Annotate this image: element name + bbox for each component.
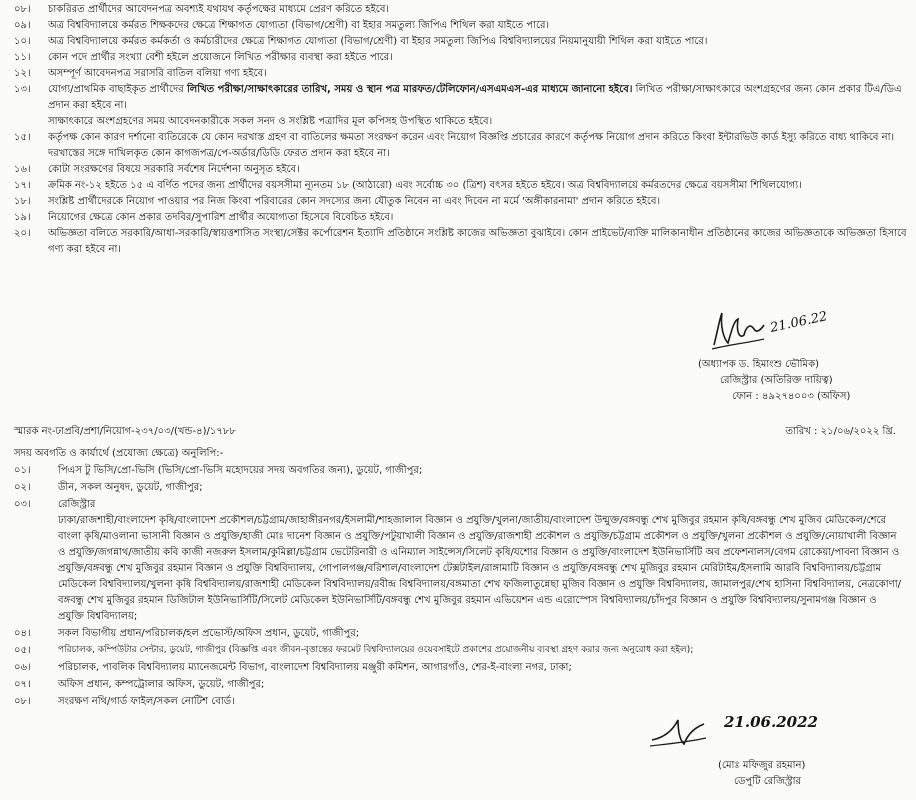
registrar-signature-block <box>640 305 900 405</box>
sign-date: 21.06.2022 <box>724 713 818 731</box>
condition-item: ০৯। অত্র বিশ্ববিদ্যালয়ে কর্মরত শিক্ষকদের ক্ষেত্রে শিক্ষাগত যোগ্যতা (বিভাগ/শ্রেণী) বা ইহার সমতুল্য জিপিএ শিথিল করা যাইতে পারে। <box>14 20 550 31</box>
signatory-title: ডেপুটি রেজিস্ট্রার <box>734 776 802 787</box>
copy-item: ০৭। অফিস প্রধান, কম্পট্রোলার অফিস, ডুয়েট, গাজীপুর; <box>14 679 265 690</box>
condition-item: ১৮। সংশ্লিষ্ট প্রার্থীদেরকে নিয়োগ পাওয়ার পর নিজ কিংবা পরিবারের কোন সদস্যের জন্য যৌতুক নিবেন না এবং দিবেন না মর্মে 'অঙ্গীকারনামা' প্রদান করিতে হইবে। <box>14 196 661 207</box>
signatory-title: রেজিস্ট্রার (অতিরিক্ত দায়িত্ব) <box>720 375 833 386</box>
copy-list <box>14 462 904 710</box>
signatory-name: (মোঃ মফিজুর রহমান) <box>718 760 806 771</box>
signatory-name: (অধ্যাপক ড. হিমাংশু ভৌমিক) <box>698 359 819 370</box>
condition-item: ১৭। ক্রমিক নং-১২ হইতে ১৫ এ বর্ণিত পদের জন্য প্রার্থীদের বয়সসীমা ন্যূনতম ১৮ (আঠারো) এবং সর্বোচ্চ ৩০ (ত্রিশ) বৎসর হইতে হইবে। অত্র বিশ্ববিদ্যালয়ে কর্মরতদের ক্ষেত্রে বয়সসীমা শিথিলযোগ্য। <box>14 180 802 191</box>
handwritten-signature <box>708 309 768 353</box>
copy-item: ০৮। সংরক্ষণ নথি/গার্ড ফাইল/সকল নোটিশ বোর্ড। <box>14 696 235 707</box>
condition-item: ১১। কোন পদে প্রার্থীর সংখ্যা বেশী হইলে প্রয়োজনে লিখিত পরীক্ষার ব্যবস্থা করা হইতে পারে। <box>14 52 393 63</box>
conditions-list <box>14 2 910 258</box>
condition-item: ১২। অসম্পূর্ণ আবেদনপত্র সরাসরি বাতিল বলিয়া গণ্য হইবে। <box>14 68 267 79</box>
memo-date: তারিখ : ২১/০৬/২০২২ খ্রি. <box>785 426 896 437</box>
memo-number: স্মারক নং-ঢাপ্রবি/প্রশা/নিয়োগ-২৩৭/০৩/(খন্ড-৪)/১৭৮৮ <box>14 426 236 437</box>
copy-item: ০২। ডীন, সকল অনুষদ, ডুয়েট, গাজীপুর; <box>14 482 203 493</box>
condition-item: ১৬। কোটা সংরক্ষণের বিষয়ে সরকারি সর্বশেষ নির্দেশনা অনুসৃত হইবে। <box>14 164 300 175</box>
condition-item: ২০। অভিজ্ঞতা বলিতে সরকারি/আধা-সরকারি/স্বায়ত্তশাসিত সংস্থা/সেক্টর কর্পোরেশন ইত্যাদি প্রতিষ্ঠানে সংশ্লিষ্ট কাজের অভিজ্ঞতা বুঝাইবে। কোন প্রাইভেট/ব্যক্তি মালিকানাধীন প্রতিষ্ঠানের কাজের অভিজ্ঞতাকে অভিজ্ঞতা হিসাবে গণ্য করা হইবে না। <box>14 228 907 255</box>
copy-item: ০৪। সকল বিভাগীয় প্রধান/পরিচালক/হল প্রভোস্ট/অফিস প্রধান, ডুয়েট, গাজীপুর; <box>14 628 360 639</box>
condition-item: ০৮। চাকরিরত প্রার্থীদের আবেদনপত্র অবশ্যই যথাযথ কর্তৃপক্ষের মাধ্যমে প্রেরণ করিতে হইবে। <box>14 4 389 15</box>
copy-item: ০৫। পরিচালক, কম্পিউটার সেন্টার, ডুয়েট, গাজীপুর (বিজ্ঞপ্তি এবং জীবন-বৃত্তান্তের ফরমেট বিশ্ববিদ্যালয়ের ওয়েবসাইটে প্রকাশের প্রয়োজনীয় ব্যবস্থা গ্রহণ করার জন্য অনুরোধ করা হইল); <box>14 645 694 656</box>
copy-item: ০১। পিএস টু ভিসি/প্রো-ভিসি (ভিসি/প্রো-ভিসি মহোদয়ের সদয় অবগতির জন্য), ডুয়েট, গাজীপুর; <box>14 465 423 476</box>
registrar-university-list: ঢাকা/রাজশাহী/বাংলাদেশ কৃষি/বাংলাদেশ প্রকৌশল/চট্টগ্রাম/জাহাঙ্গীরনগর/ইসলামী/শাহজালাল বিজ্ঞান ও প্রযুক্তি/খুলনা/জাতীয়/বাংলাদেশ উন্মুক্ত/বঙ্গবন্ধু শেখ মুজিবুর রহমান কৃষি/বঙ্গবন্ধু শেখ মুজিব মেডিকেল/শেরে বাংলা কৃষি/মাওলানা ভাসানী বিজ্ঞান ও প্রযুক্তি/হাজী মোঃ দানেশ বিজ্ঞান ও প্রযুক্তি/পটুয়াখালী বিজ্ঞান ও প্রযুক্তি/রাজশাহী প্রকৌশল ও প্রযুক্তি/চট্টগ্রাম প্রকৌশল ও প্রযুক্তি/খুলনা প্রকৌশল ও প্রযুক্তি/নোয়াখালী বিজ্ঞান ও প্রযুক্তি/জগন্নাথ/জাতীয় কবি কাজী নজরুল ইসলাম/কুমিল্লা/চট্টগ্রাম ভেটেরিনারী ও এনিম্যাল সাইন্সেস/সিলেট কৃষি/যশোর বিজ্ঞান ও প্রযুক্তি/বাংলাদেশ ইউনিভার্সিটি অব প্রফেশনালস/বেগম রোকেয়া/পাবনা বিজ্ঞান ও প্রযুক্তি/বঙ্গবন্ধু শেখ মুজিবুর রহমান বিজ্ঞান ও প্রযুক্তি বিশ্ববিদ্যালয়, গোপালগঞ্জ/বরিশাল/বাংলাদেশ টেক্সটাইল/রাঙ্গামাটি বিজ্ঞান ও প্রযুক্তি/বঙ্গবন্ধু শেখ মুজিবুর রহমান মেরিটাইম/ইসলামি আরবি বিশ্ববিদ্যালয়/চট্টগ্রাম মেডিকেল বিশ্ববিদ্যালয়/খুলনা কৃষি বিশ্ববিদ্যালয়/রাজশাহী মেডিকেল বিশ্ববিদ্যালয়/রবীন্দ্র বিশ্ববিদ্যালয়/বঙ্গমাতা শেখ ফজিলাতুন্নেছা মুজিব বিজ্ঞান ও প্রযুক্তি বিশ্ববিদ্যালয়, জামালপুর/শেখ হাসিনা বিশ্ববিদ্যালয়, নেত্রকোণা/বঙ্গবন্ধু শেখ মুজিবুর রহমান ডিজিটাল ইউনিভার্সিটি/সিলেট মেডিকেল ইউনিভার্সিটি/বঙ্গবন্ধু শেখ মুজিবুর রহমান এভিয়েশন এন্ড এরোস্পেস বিশ্ববিদ্যালয়/চাঁদপুর বিজ্ঞান ও প্রযুক্তি বিশ্ববিদ্যালয়/সুনামগঞ্জ বিজ্ঞান ও প্রযুক্তি বিশ্ববিদ্যালয়; <box>58 515 901 622</box>
condition-item: ১৯। নিয়োগের ক্ষেত্রে কোন প্রকার তদবির/সুপারিশ প্রার্থীর অযোগ্যতা হিসেবে বিবেচিত হইবে। <box>14 212 394 223</box>
signatory-phone: ফোন : ৪৯২৭৪০০৩ (অফিস) <box>732 391 851 402</box>
copy-heading: সদয় অবগতি ও কার্যার্থে (প্রযোজ্য ক্ষেত্রে) অনুলিপি:- <box>14 448 224 459</box>
condition-item: সাক্ষাৎকারে অংশগ্রহণের সময় আবেদনকারীকে সকল সনদ ও সংশ্লিষ্ট পত্রাদির মূল কপিসহ উপস্থিত থাকিতে হইবে। <box>48 116 493 127</box>
copy-item: ০৬। পরিচালক, পাবলিক বিশ্ববিদ্যালয় ম্যানেজমেন্ট বিভাগ, বাংলাদেশ বিশ্ববিদ্যালয় মঞ্জুরী কমিশন, আগারগাঁও, শের-ই-বাংলা নগর, ঢাকা; <box>14 662 572 673</box>
handwritten-signature <box>648 710 708 750</box>
sign-date: 21.06.22 <box>768 309 829 336</box>
copy-item: ০৩। রেজিস্ট্রার <box>14 499 96 510</box>
condition-item: ১০। অত্র বিশ্ববিদ্যালয়ে কর্মরত কর্মকর্তা ও কর্মচারীদের ক্ষেত্রে শিক্ষাগত যোগ্যতা (বিভাগ/শ্রেণী) বা ইহার সমতুল্য জিপিএ বিশ্ববিদ্যালয়ের নিয়মানুযায়ী শিথিল করা যাইতে পারে। <box>14 36 708 47</box>
condition-item: ১৩। যোগ্য/প্রাথমিক বাছাইকৃত প্রার্থীদের লিখিত পরীক্ষা/সাক্ষাৎকারের তারিখ, সময় ও স্থান পত্র মারফত/টেলিফোন/এসএমএস-এর মাধ্যমে জানানো হইবে। লিখিত পরীক্ষা/সাক্ষাৎকারে অংশগ্রহণের জন্য কোন প্রকার টিএ/ডিএ প্রদান করা হইবে না। <box>14 84 902 111</box>
condition-item: ১৫। কর্তৃপক্ষ কোন কারণ দর্শানো ব্যতিরেকে যে কোন দরখাস্ত গ্রহণ বা বাতিলের ক্ষমতা সংরক্ষণ করেন এবং নিয়োগ বিজ্ঞপ্তি প্রচারের কারণে কর্তৃপক্ষ নিয়োগ প্রদান করিতে কিংবা ইন্টারভিউ কার্ড ইস্যু করিতে বাধ্য থাকিবে না। দরখাস্তের সঙ্গে দাখিলকৃত কোন কাগজপত্র/পে-অর্ডার/ডিডি ফেরত প্রদান করা হইবে না। <box>14 132 895 159</box>
